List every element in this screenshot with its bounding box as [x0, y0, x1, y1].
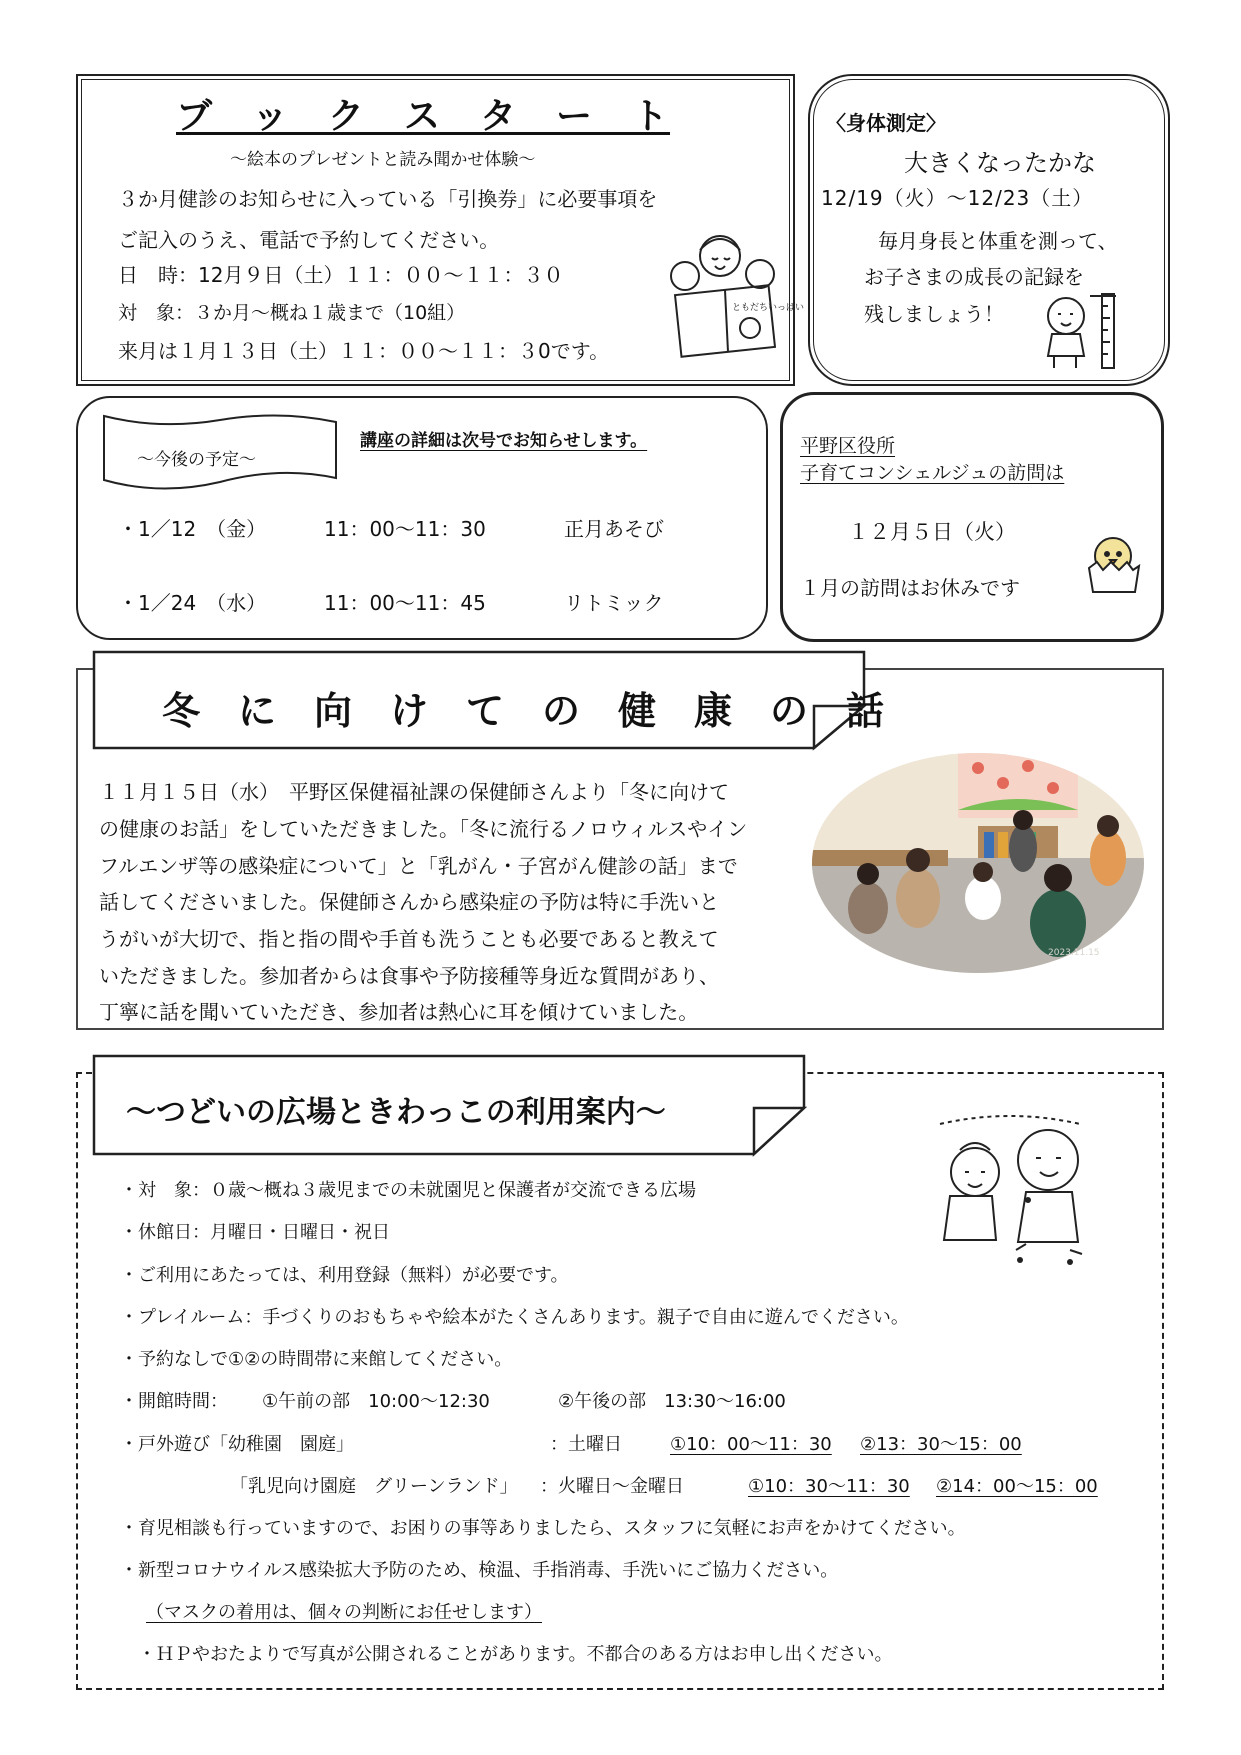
guide-covid: ・新型コロナウイルス感染拡大予防のため、検温、手指消毒、手洗いにご協力ください。 [120, 1560, 839, 1581]
measure-heading: 〈身体測定〉 [826, 111, 946, 135]
guide-title: ～つどいの広場ときわっこの利用案内～ [126, 1095, 666, 1130]
guide-closed: ・休館日：月曜日・日曜日・祝日 [120, 1222, 390, 1243]
health-line-2: の健康のお話」をしていただきました。「冬に流行るノロウィルスやイン [99, 817, 748, 841]
health-line-6: いただきました。参加者からは食事や予防接種等身近な質問があり、 [99, 964, 719, 988]
schedule-item-1-time: 11：00～11：30 [324, 517, 486, 541]
bookstart-desc-2: ご記入のうえ、電話で予約してください。 [118, 228, 500, 252]
guide-green-label: 「乳児向け園庭 グリーンランド」 [230, 1476, 518, 1497]
schedule-item-2-date: ・1／24 （水） [118, 591, 267, 615]
schedule-item-1-title: 正月あそび [564, 517, 664, 541]
concierge-note: １月の訪問はお休みです [800, 576, 1020, 600]
bookstart-subtitle: ～絵本のプレゼントと読み聞かせ体験～ [230, 150, 536, 170]
guide-green-day: ：火曜日～金曜日 [540, 1476, 684, 1497]
health-line-4: 話してくださいました。保健師さんから感染症の予防は特に手洗いと [99, 890, 719, 914]
guide-mask: （マスクの着用は、個々の判断にお任せします） [146, 1602, 542, 1623]
guide-outdoor-time-2: ②13：30～15：00 [860, 1434, 1022, 1455]
guide-green-time-1: ①10：30～11：30 [748, 1476, 910, 1497]
schedule-item-2-time: 11：00～11：45 [324, 591, 486, 615]
schedule-note: 講座の詳細は次号でお知らせします。 [360, 431, 648, 451]
book-cover-text: ともだちいっぱい [732, 303, 805, 313]
guide-register: ・ご利用にあたっては、利用登録（無料）が必要です。 [120, 1265, 569, 1286]
schedule-item-2-title: リトミック [564, 591, 664, 615]
guide-outdoor-label: ・戸外遊び「幼稚園 園庭」 [120, 1434, 354, 1455]
guide-target: ・対 象：０歳～概ね３歳児までの未就園児と保護者が交流できる広場 [120, 1180, 696, 1201]
bookstart-title: ブ ッ ク ス タ ー ト [176, 96, 671, 137]
schedule-item-1-date: ・1／12 （金） [118, 517, 267, 541]
guide-hours-am: ①午前の部 10:00～12:30 [262, 1391, 490, 1412]
guide-hours-pm: ②午後の部 13:30～16:00 [558, 1391, 786, 1412]
bookstart-datetime: 日 時：12月９日（土）１１：００～１１：３０ [118, 263, 564, 287]
concierge-line-1: 平野区役所 [800, 435, 896, 457]
health-line-3: フルエンザ等の感染症について」と「乳がん・子宮がん健診の話」まで [99, 854, 738, 878]
guide-hours-label: ・開館時間： [120, 1391, 228, 1412]
health-line-7: 丁寧に話を聞いていただき、参加者は熱心に耳を傾けていました。 [99, 1000, 699, 1024]
measure-line-1: 毎月身長と体重を測って、 [878, 229, 1118, 253]
concierge-date: １２月５日（火） [848, 520, 1016, 544]
child-height-chart-illustration [1030, 290, 1126, 372]
bookstart-next: 来月は１月１３日（土）１１：００～１１：３0です。 [118, 339, 610, 363]
measure-dates: 12/19（火）～12/23（土） [821, 186, 1094, 210]
concierge-line-2: 子育てコンシェルジュの訪問は [800, 462, 1065, 484]
photo-date-stamp: 2023.11.15 [1048, 948, 1100, 958]
kids-reading-illustration [660, 228, 805, 360]
two-kids-illustration [920, 1110, 1098, 1270]
guide-playroom: ・プレイルーム：手づくりのおもちゃや絵本がたくさんあります。親子で自由に遊んでください。 [120, 1307, 909, 1328]
bookstart-desc-1: ３か月健診のお知らせに入っている「引換券」に必要事項を [118, 187, 658, 211]
health-title: 冬 に 向 け て の 健 康 の 話 [162, 689, 885, 733]
measure-line-2: お子さまの成長の記録を [864, 265, 1084, 289]
schedule-banner-text: ～今後の予定～ [137, 450, 256, 470]
guide-green-time-2: ②14：00～15：00 [936, 1476, 1098, 1497]
guide-outdoor-time-1: ①10：00～11：30 [670, 1434, 832, 1455]
guide-noreserve: ・予約なしで①②の時間帯に来館してください。 [120, 1349, 513, 1370]
guide-outdoor-day: ：土曜日 [550, 1434, 622, 1455]
measure-title: 大きくなったかな [904, 149, 1096, 177]
event-photo [808, 748, 1148, 978]
chick-icon [1083, 534, 1143, 596]
bookstart-target: 対 象：３か月～概ね１歳まで（10組） [118, 302, 466, 324]
health-line-5: うがいが大切で、指と指の間や手首も洗うことも必要であると教えて [99, 927, 719, 951]
guide-consult: ・育児相談も行っていますので、お困りの事等ありましたら、スタッフに気軽にお声をかけてください。 [120, 1518, 966, 1539]
measure-line-3: 残しましょう！ [864, 302, 1004, 326]
guide-photo: ・ＨＰやおたよりで写真が公開されることがあります。不都合のある方はお申し出ください。 [138, 1644, 893, 1665]
health-line-1: １１月１５日（水） 平野区保健福祉課の保健師さんより「冬に向けて [99, 780, 729, 804]
